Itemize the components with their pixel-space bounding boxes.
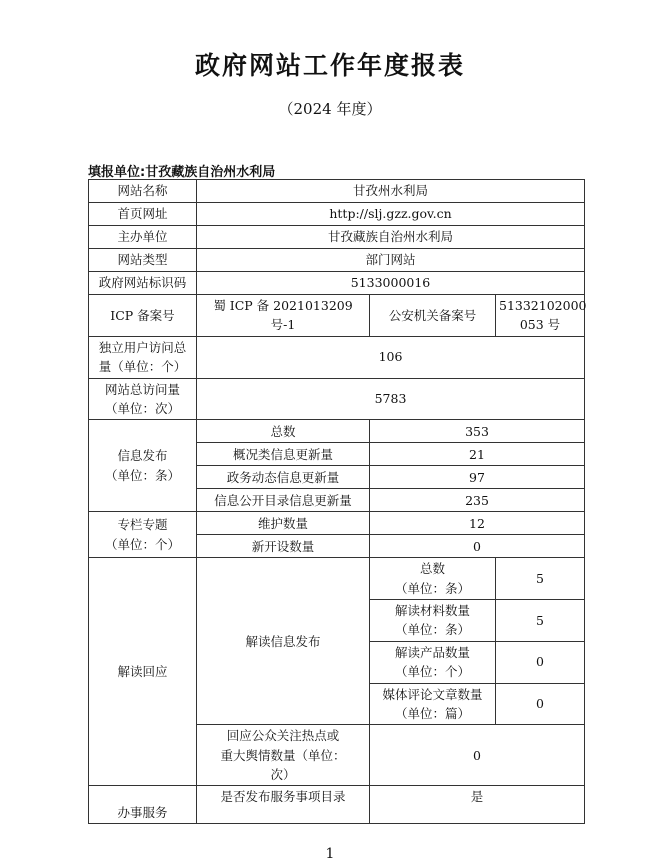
row-unique-visitors [89,336,585,378]
row-interpret-total [89,558,585,600]
interpret-respond-label-line-1: 回应公众关注热点或 [226,728,340,744]
row-sponsor [89,226,585,249]
info-catalog-label: 信息公开目录信息更新量 [197,489,370,512]
sponsor-label: 主办单位 [89,226,197,249]
page-views-label-line-2: （单位：次） [104,400,180,416]
interpret-media-label-line-1: 媒体评论文章数量 [382,686,483,702]
row-site-type [89,249,585,272]
row-site-id [89,272,585,295]
row-site-name [89,180,585,203]
icp-value: 蜀 ICP 备 2021013209 号-1 [197,295,370,337]
site-name-value: 甘孜州水利局 [197,180,585,203]
page-views-value: 5783 [197,378,585,420]
site-type-label: 网站类型 [89,249,197,272]
service-catalog-value: 是 [370,786,585,824]
interpret-product-label-line-1: 解读产品数量 [394,644,470,660]
interpret-total-label-line-2: （单位：条） [394,580,470,596]
interpret-publish-label: 解读信息发布 [197,558,370,725]
sponsor-value: 甘孜藏族自治州水利局 [197,226,585,249]
row-info-total [89,420,585,443]
columns-label-line-1: 专栏专题 [117,517,168,533]
page-views-label-line-1: 网站总访问量 [104,381,180,397]
interpret-respond-value: 0 [370,725,585,786]
columns-new-label: 新开设数量 [197,535,370,558]
interpret-material-label-line-1: 解读材料数量 [394,603,470,618]
police-value [496,295,585,337]
interpret-media-label [370,683,496,725]
interpret-product-label [370,641,496,683]
site-type-value: 部门网站 [197,249,585,272]
info-total-label: 总数 [197,420,370,443]
report-year: （2024 年度） [278,100,382,118]
interpret-respond-label [197,725,370,786]
info-news-value: 97 [370,466,585,489]
row-site-url [89,203,585,226]
info-overview-value: 21 [370,443,585,466]
row-page-views [89,378,585,420]
info-catalog-value: 235 [370,489,585,512]
police-value-line-1: 51332102000 [499,298,587,313]
interpret-respond-label-line-2: 重大舆情数量（单位： [220,747,346,763]
info-publish-label-line-2: （单位：条） [104,467,180,483]
columns-label [89,512,197,558]
columns-maintain-label: 维护数量 [197,512,370,535]
interpret-material-value: 5 [496,600,585,642]
page-views-label [89,378,197,420]
row-columns-maintain [89,512,585,535]
police-value-line-2: 053 号 [519,317,561,333]
columns-maintain-value: 12 [370,512,585,535]
info-total-value: 353 [370,420,585,443]
page-number: 1 [325,846,335,862]
interpret-total-label-line-1: 总数 [419,561,445,577]
police-label: 公安机关备案号 [370,295,496,337]
interpret-media-label-line-2: （单位：篇） [394,705,470,721]
site-url-value: http://slj.gzz.gov.cn [197,203,585,226]
site-id-value: 5133000016 [197,272,585,295]
info-overview-label: 概况类信息更新量 [197,443,370,466]
interpret-media-value: 0 [496,683,585,725]
interpret-product-label-line-2: （单位：个） [394,664,470,680]
columns-label-line-2: （单位：个） [104,536,180,552]
info-news-label: 政务动态信息更新量 [197,466,370,489]
interpret-respond-label-line-3: 次） [270,767,296,782]
info-publish-label-line-1: 信息发布 [117,448,168,464]
interpret-label: 解读回应 [89,558,197,786]
interpret-product-value: 0 [496,641,585,683]
columns-new-value: 0 [370,535,585,558]
interpret-material-label-line-2: （单位：条） [394,622,470,638]
report-table [88,179,585,824]
unique-visitors-label [89,336,197,378]
fill-unit: 填报单位:甘孜藏族自治州水利局 [88,165,276,180]
service-catalog-label: 是否发布服务事项目录 [197,786,370,824]
unique-visitors-label-line-1: 独立用户访问总 [98,339,187,355]
interpret-material-label [370,600,496,642]
report-title: 政府网站工作年度报表 [194,51,465,80]
interpret-total-value: 5 [496,558,585,600]
interpret-total-label [370,558,496,600]
row-service-catalog [89,786,585,824]
info-publish-label [89,420,197,512]
unique-visitors-value: 106 [197,336,585,378]
site-id-label: 政府网站标识码 [89,272,197,295]
icp-label: ICP 备案号 [89,295,197,337]
site-url-label: 首页网址 [89,203,197,226]
service-label: 办事服务 [89,786,197,824]
row-icp [89,295,585,337]
unique-visitors-label-line-2: 量（单位：个） [98,359,187,375]
site-name-label: 网站名称 [89,180,197,203]
